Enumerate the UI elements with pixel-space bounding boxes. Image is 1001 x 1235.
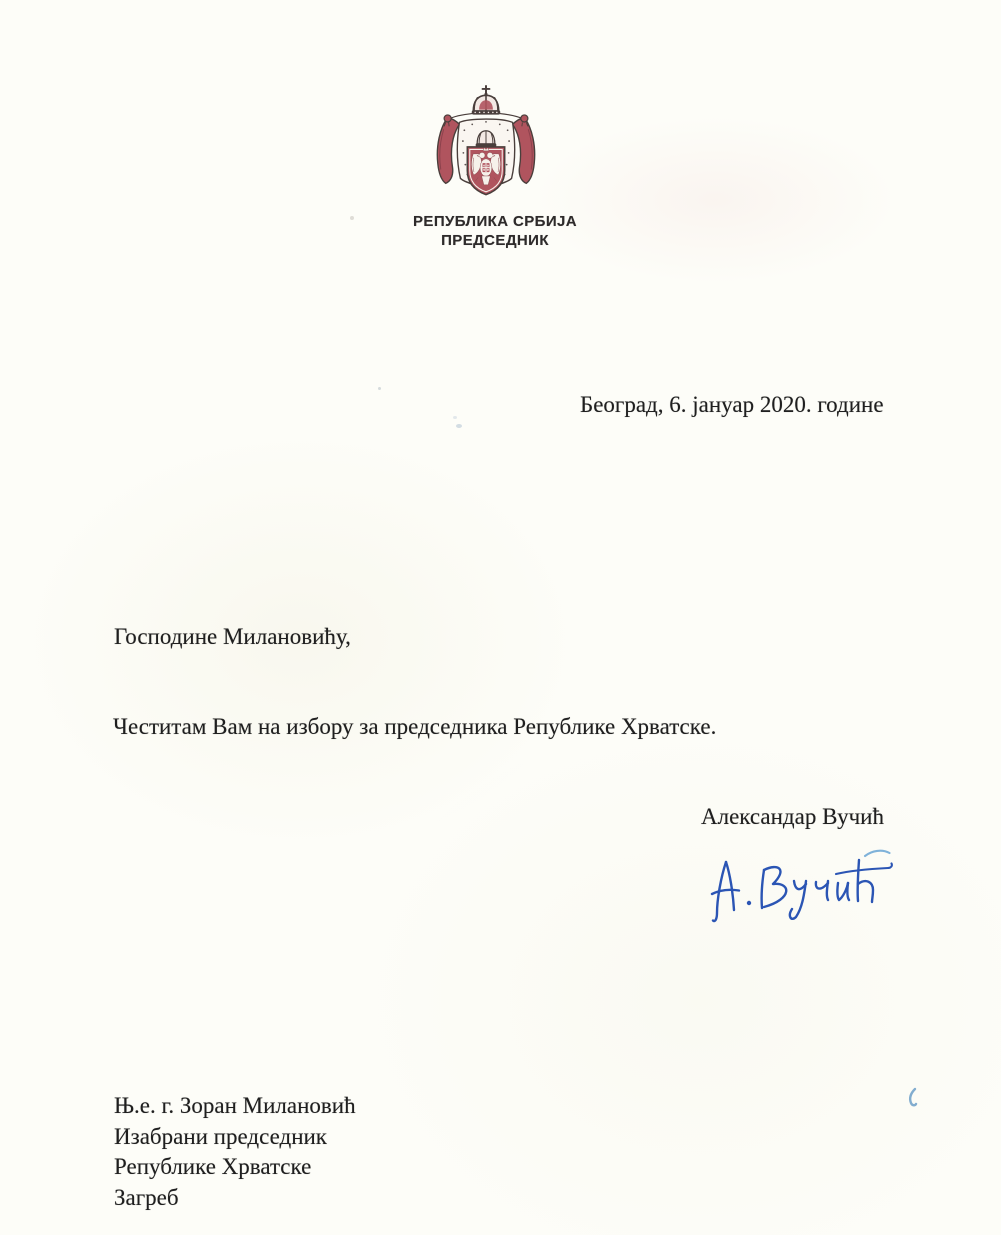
signature-period-dot (747, 901, 751, 905)
scan-speck (456, 424, 462, 428)
scan-speck (453, 416, 457, 419)
letterhead-country: РЕПУБЛИКА СРБИЈА (413, 213, 577, 230)
signature-ink-strokes (712, 860, 892, 921)
handwritten-signature (696, 841, 894, 927)
ink-smudge-mark (903, 1086, 921, 1110)
recipient-address-block (114, 1091, 356, 1213)
letterhead-office: ПРЕДСЕДНИК (441, 232, 549, 249)
recipient-country: Републике Хрватске (114, 1154, 312, 1179)
letterhead-org-block (345, 212, 645, 250)
signature-accent-stroke (865, 851, 890, 856)
scan-speck (350, 216, 354, 220)
salutation: Господине Милановићу, (114, 624, 351, 649)
letter-body: Честитам Вам на избору за председника Републике Хрватске. (113, 714, 717, 739)
recipient-city: Загреб (114, 1184, 179, 1210)
dateline: Београд, 6. јануар 2020. године (580, 392, 884, 417)
serbia-coat-of-arms-icon (427, 84, 545, 206)
recipient-title: Изабрани председник (114, 1123, 327, 1149)
scan-speck (378, 387, 381, 390)
signer-name: Александар Вучић (701, 804, 884, 829)
recipient-name: Њ.е. г. Зоран Милановић (114, 1093, 356, 1118)
